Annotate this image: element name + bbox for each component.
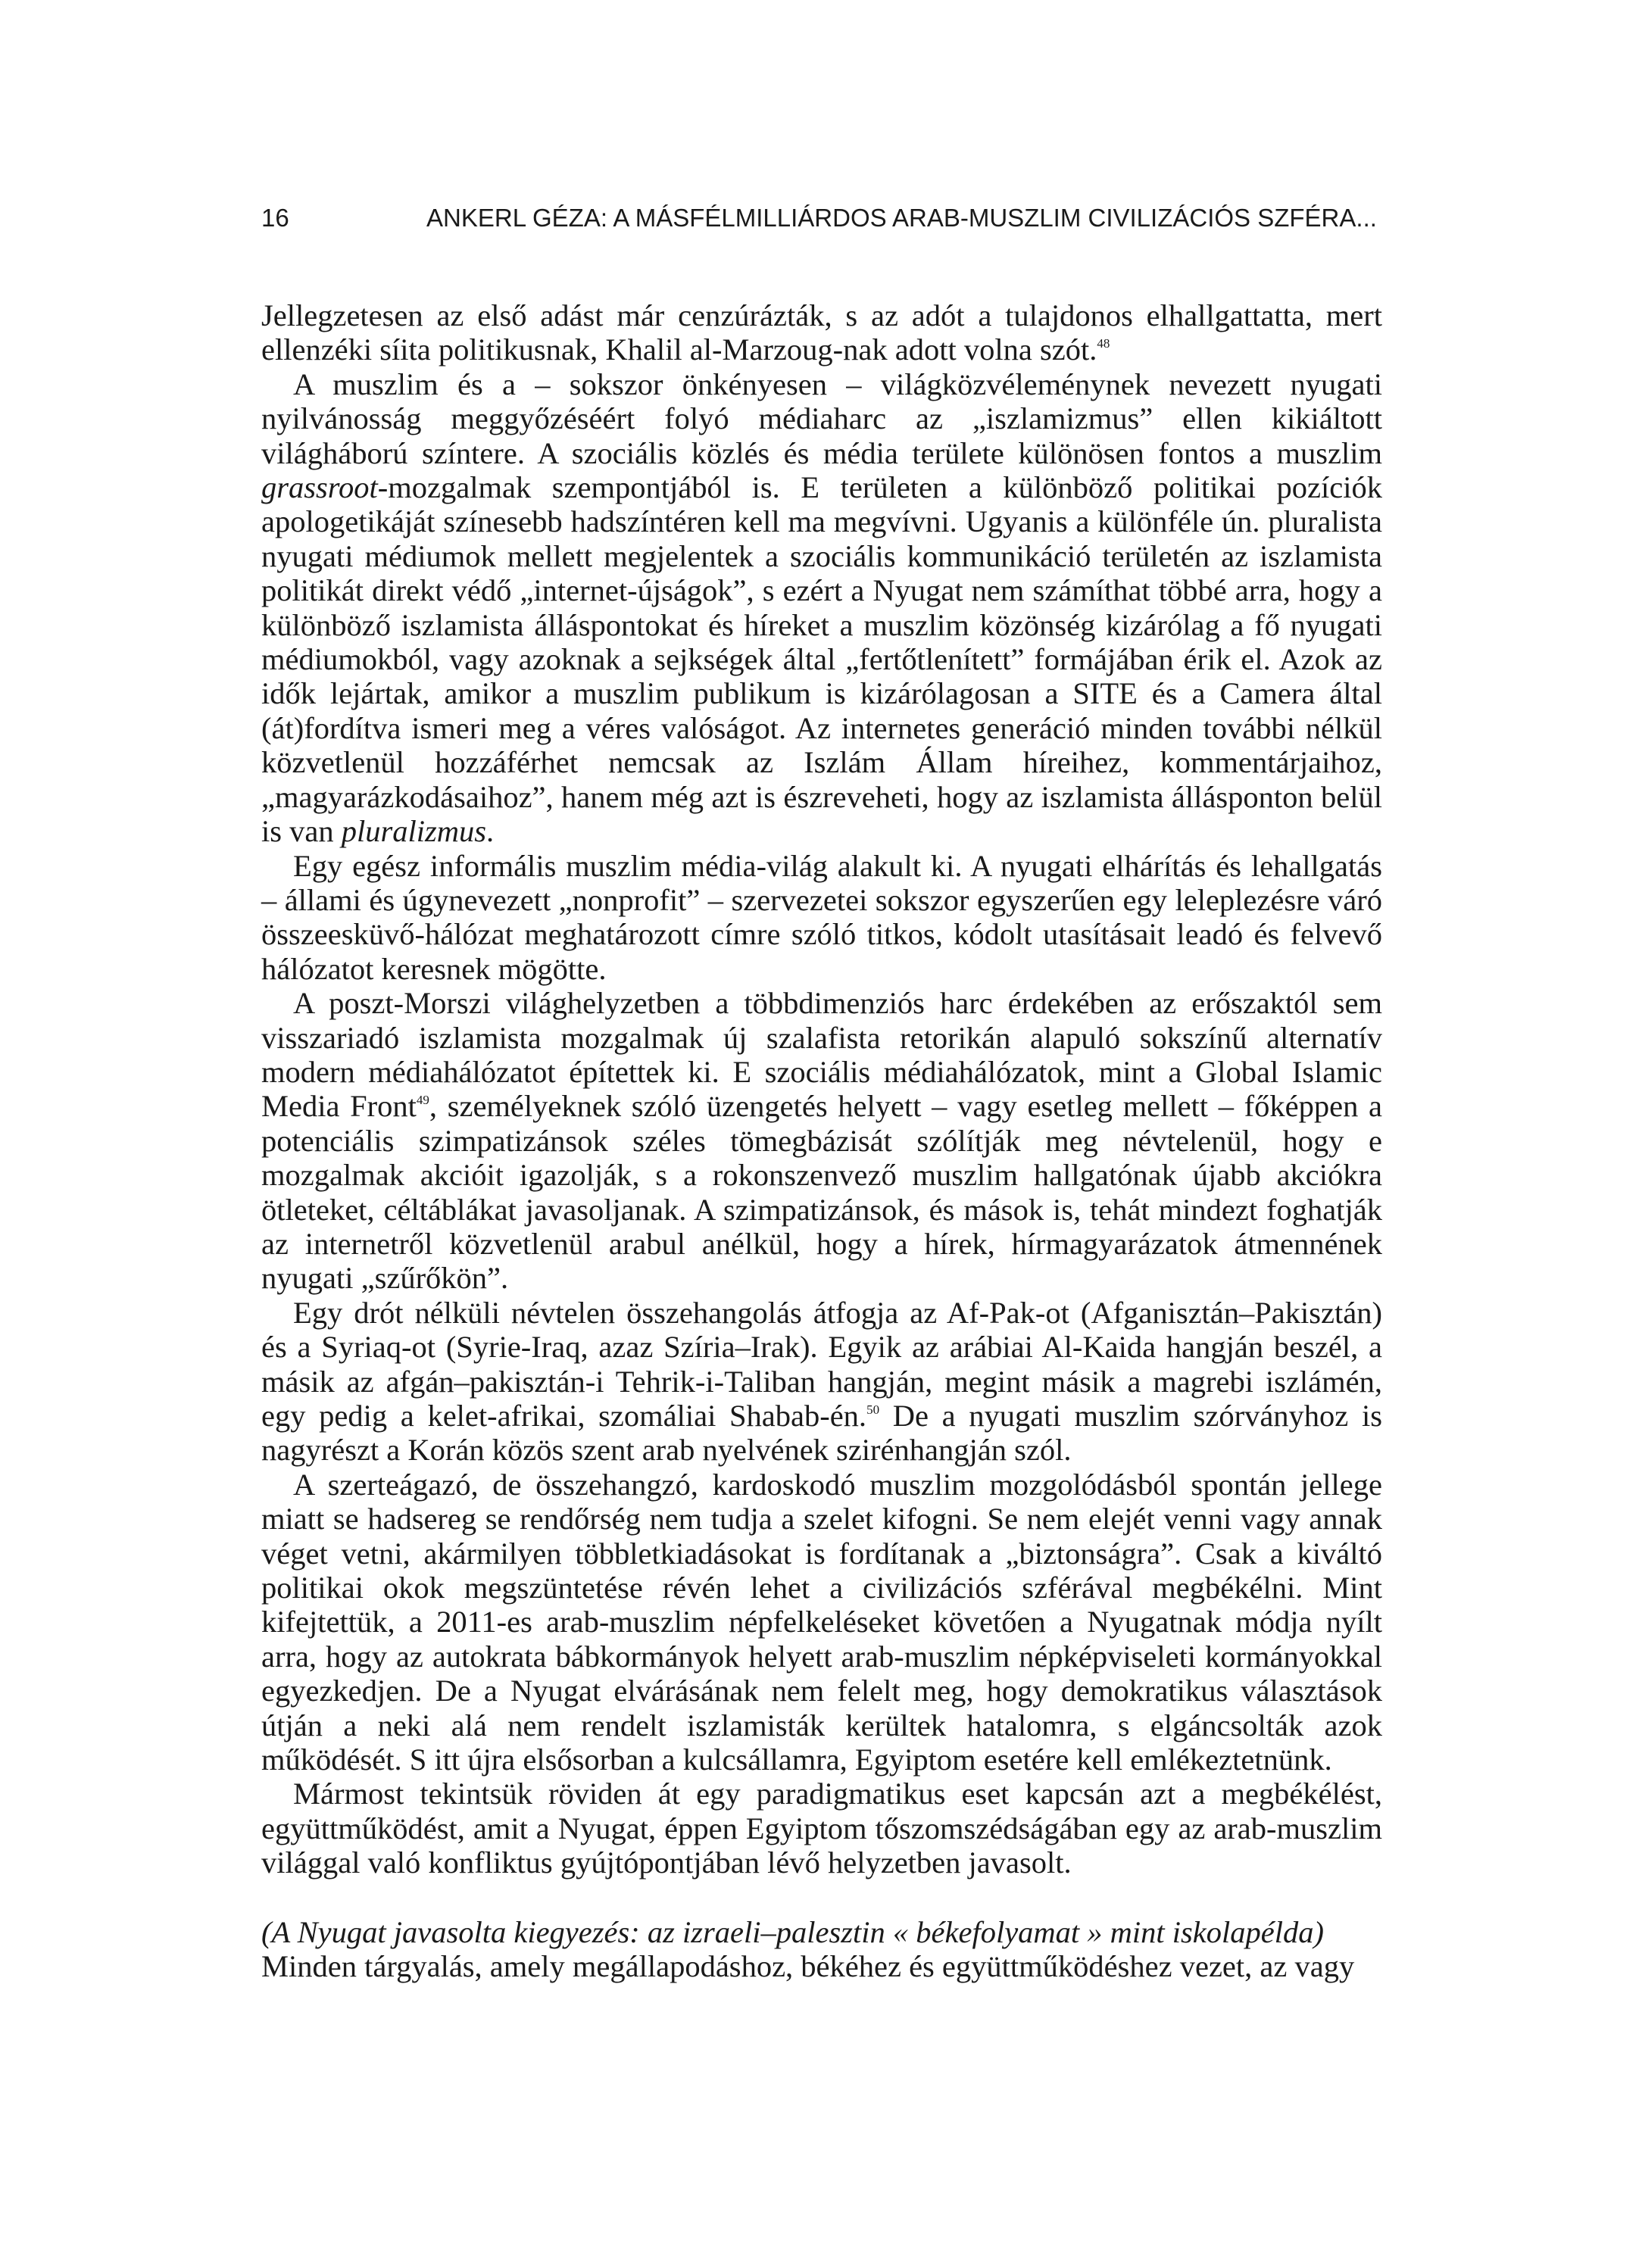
page-number: 16	[261, 204, 289, 232]
running-title: ANKERL GÉZA: A MÁSFÉLMILLIÁRDOS ARAB-MUSZLIM CIVILIZÁCIÓS SZFÉRA...	[426, 204, 1377, 232]
paragraph-1	[261, 298, 1382, 367]
paragraph-5	[261, 1296, 1382, 1468]
footnote-ref-50[interactable]: 50	[866, 1402, 880, 1417]
paragraph-7: Mármost tekintsük röviden át egy paradigmatikus eset kapcsán azt a megbékélést, együttműködést, amit a Nyugat, éppen Egyiptom tőszomszédságában egy az arab-muszlim világgal való konfliktus gyújtópontjában lévő helyzetben javasolt.	[261, 1777, 1382, 1880]
italic-term-grassroot: grassroot	[261, 470, 378, 505]
paragraph-4-part-2: , személyeknek szóló üzengetés helyett – vagy esetleg mellett – főképpen a potenciális szimpatizánsok széles tömegbázisát szólítják meg névtelenül, hogy e mozgalmak akcióit igazolják, s a rokonszenvező muszlim hallgatónak újabb akciókra ötleteket, céltáblákat javasoljanak. A szimpatizánsok, és mások is, tehát mindezt foghatják az internetről közvetlenül arabul anélkül, hogy a hírek, hírmagyarázatok átmennének nyugati „szűrőkön”.	[261, 1089, 1382, 1296]
paragraph-5-part-2: De a nyugati muszlim szórványhoz is nagyrészt a Korán közös szent arab nyelvének szirénhangján szól.	[261, 1399, 1382, 1468]
paragraph-4	[261, 986, 1382, 1296]
paragraph-4-part-1: A poszt-Morszi világhelyzetben a többdimenziós harc érdekében az erőszaktól sem visszariadó iszlamista mozgalmak új szalafista retorikán alapuló sokszínű alternatív modern médiahálózatot építettek ki. E szociális médiahálózatok, mint a Global Islamic Media Front	[261, 986, 1382, 1124]
body-text	[261, 298, 1382, 1984]
paragraph-2-part-1: A muszlim és a – sokszor önkényesen – világközvéleménynek nevezett nyugati nyilvánosság meggyőzéséért folyó médiaharc az „iszlamizmus” ellen kikiáltott világháború színtere. A szociális közlés és média területe különösen fontos a muszlim	[261, 367, 1382, 470]
footnote-ref-48[interactable]: 48	[1097, 336, 1110, 351]
footnote-ref-49[interactable]: 49	[416, 1093, 429, 1108]
paragraph-8: Minden tárgyalás, amely megállapodáshoz, békéhez és együttműködéshez vezet, az vagy	[261, 1949, 1355, 1984]
italic-term-pluralizmus: pluralizmus	[341, 814, 487, 849]
running-header	[261, 203, 1382, 233]
paragraph-6: A szerteágazó, de összehangzó, kardoskodó muszlim mozgolódásból spontán jellege miatt se hadsereg se rendőrség nem tudja a szelet kifogni. Se nem elejét venni vagy annak véget vetni, akármilyen többletkiadásokat is fordítanak a „biztonságra”. Csak a kiváltó politikai okok megszüntetése révén lehet a civilizációs szférával megbékélni. Mint kifejtettük, a 2011-es arab-muszlim népfelkeléseket követően a Nyugatnak módja nyílt arra, hogy az autokrata bábkormányok helyett arab-muszlim népképviseleti kormányokkal egyezkedjen. De a Nyugat elvárásának nem felelt meg, hogy demokratikus választások útján a neki alá nem rendelt iszlamisták kerültek hatalomra, s elgáncsolták azok működését. S itt újra elsősorban a kulcsállamra, Egyiptom esetére kell emlékeztetnünk.	[261, 1467, 1382, 1777]
paragraph-2-part-2: -mozgalmak szempontjából is. E területen a különböző politikai pozíciók apologetikáját színesebb hadszíntéren kell ma megvívni. Ugyanis a különféle ún. pluralista nyugati médiumok mellett megjelentek a szociális kommunikáció területén az iszlamista politikát direkt védő „internet-újságok”, s ezért a Nyugat nem számíthat többé arra, hogy a különböző iszlamista álláspontokat és híreket a muszlim közönség kizárólag a fő nyugati médiumokból, vagy azoknak a sejkségek által „fertőtlenített” formájában érik el. Azok az idők lejártak, amikor a muszlim publikum is kizárólagosan a SITE és a Camera által (át)fordítva ismeri meg a véres valóságot. Az internetes generáció minden további nélkül közvetlenül hozzáférhet nemcsak az Iszlám Állam híreihez, kommentárjaihoz, „magyarázkodásaihoz”, hanem még azt is észreveheti, hogy az iszlamista állásponton belül is van	[261, 470, 1382, 849]
paragraph-3: Egy egész informális muszlim média-világ alakult ki. A nyugati elhárítás és lehallgatás – állami és úgynevezett „nonprofit” – szervezetei sokszor egyszerűen egy leleplezésre váró összeesküvő-hálózat meghatározott címre szóló titkos, kódolt utasításait leadó és felvevő hálózatot keresnek mögötte.	[261, 848, 1382, 986]
paragraph-5-part-1: Egy drót nélküli névtelen összehangolás átfogja az Af-Pak-ot (Afganisztán–Pakisztán) és a Syriaq-ot (Syrie-Iraq, azaz Szíria–Irak). Egyik az arábiai Al-Kaida hangján beszél, a másik az afgán–pakisztán-i Tehrik-i-Taliban hangján, megint másik a magrebi iszlámén, egy pedig a kelet-afrikai, szomáliai Shabab-én.	[261, 1295, 1382, 1433]
paragraph-1-text: Jellegzetesen az első adást már cenzúrázták, s az adót a tulajdonos elhallgattatta, mert ellenzéki síita politikusnak, Khalil al-Marzoug-nak adott volna szót.	[261, 298, 1382, 367]
section-heading: (A Nyugat javasolta kiegyezés: az izraeli–palesztin « békefolyamat » mint iskolapélda)	[261, 1914, 1325, 1949]
paragraph-2	[261, 367, 1382, 849]
paragraph-2-part-3: .	[486, 814, 495, 849]
